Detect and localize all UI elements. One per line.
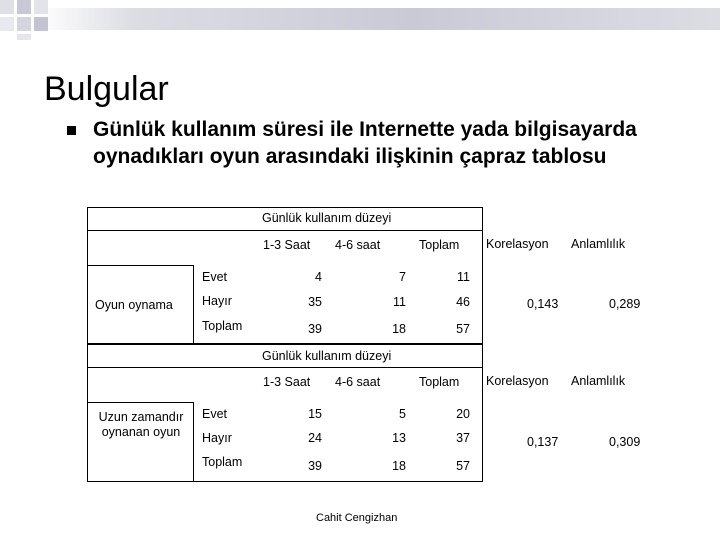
row-label: Toplam: [202, 319, 243, 333]
significance-header: Anlamlılık: [571, 374, 626, 388]
footer-author: Cahit Cengizhan: [316, 512, 398, 524]
table-cell: 24: [308, 431, 322, 445]
correlation-value: 0,143: [527, 297, 559, 311]
table-cell: 11: [393, 295, 406, 309]
correlation-value: 0,137: [527, 435, 559, 449]
table-divider: [193, 402, 194, 481]
col-header: 1-3 Saat: [263, 375, 311, 389]
table-divider: [193, 265, 194, 344]
significance-header: Anlamlılık: [571, 237, 626, 251]
table-cell: 46: [456, 295, 470, 309]
table-cell: 57: [456, 459, 470, 473]
deco-square: [17, 17, 31, 31]
table-divider: [88, 367, 482, 368]
crosstab-table-2: [87, 344, 483, 482]
table-cell: 7: [399, 270, 406, 284]
correlation-header: Korelasyon: [486, 237, 549, 251]
slide-header-decoration: [0, 0, 720, 40]
table-divider: [88, 265, 193, 266]
col-header: Toplam: [419, 375, 460, 389]
bullet-text: Günlük kullanım süresi ile Internette yada bilgisayarda oynadıkları oyun arasındaki ilişkinin çapraz tablosu: [93, 118, 637, 168]
deco-square: [0, 17, 14, 31]
table-cell: 18: [392, 322, 406, 336]
table-cell: 39: [308, 322, 322, 336]
deco-square: [17, 34, 31, 40]
row-label: Hayır: [202, 294, 232, 308]
table-cell: 20: [456, 407, 470, 421]
col-header: Toplam: [419, 238, 460, 252]
table-cell: 4: [315, 270, 322, 284]
significance-value: 0,289: [609, 297, 641, 311]
col-header: 4-6 saat: [335, 238, 381, 252]
table-divider: [88, 402, 193, 403]
table-cell: 57: [456, 322, 470, 336]
table-cell: 11: [457, 270, 470, 284]
group-header: Günlük kullanım düzeyi: [262, 349, 392, 363]
row-label: Toplam: [202, 455, 243, 469]
row-label: Hayır: [202, 431, 232, 445]
table-divider: [88, 230, 482, 231]
deco-square: [34, 17, 48, 31]
bullet-marker-icon: [67, 126, 76, 135]
table-cell: 35: [308, 295, 322, 309]
deco-square: [0, 0, 14, 14]
col-header: 1-3 Saat: [263, 238, 311, 252]
row-group-label: Uzun zamandır oynanan oyun: [98, 410, 184, 439]
table-cell: 37: [456, 431, 470, 445]
table-cell: 15: [308, 407, 322, 421]
table-cell: 18: [392, 459, 406, 473]
row-group-label: Oyun oynama: [95, 298, 173, 312]
table-cell: 13: [392, 431, 406, 445]
crosstab-table-1: [87, 207, 483, 344]
slide-title: Bulgular: [44, 70, 169, 108]
significance-value: 0,309: [609, 435, 641, 449]
header-gradient-bar: [38, 8, 720, 30]
deco-square: [17, 0, 31, 14]
table-cell: 39: [308, 459, 322, 473]
deco-square: [34, 0, 48, 14]
group-header: Günlük kullanım düzeyi: [262, 211, 392, 225]
row-label: Evet: [202, 407, 228, 421]
correlation-header: Korelasyon: [486, 374, 549, 388]
table-cell: 5: [399, 407, 406, 421]
row-label: Evet: [202, 270, 228, 284]
col-header: 4-6 saat: [335, 375, 381, 389]
